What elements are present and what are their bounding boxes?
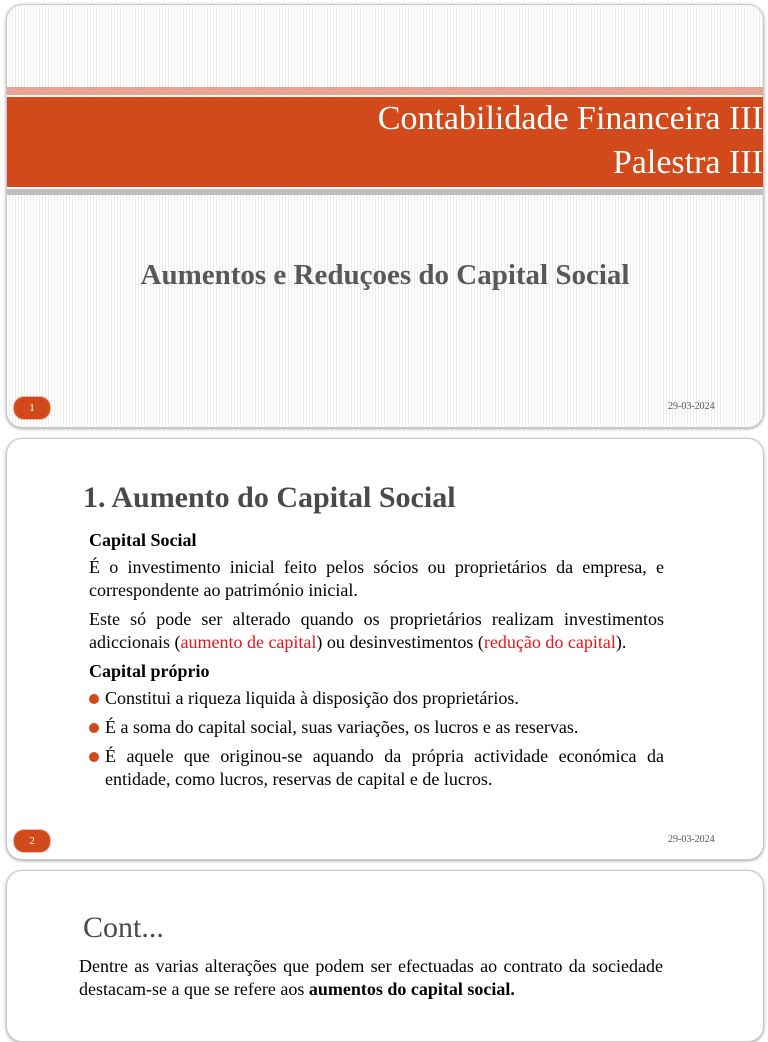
bullet-item	[89, 687, 664, 710]
paragraph-2-end: ).	[615, 632, 627, 652]
bullet-item	[89, 716, 664, 739]
slide-date: 29-03-2024	[668, 401, 715, 412]
slide-body	[89, 529, 664, 797]
paragraph-2-start: Este só pode ser alterado quando os proprietários realizam investimentos adiccionais (	[89, 609, 664, 652]
bullet-text: É a soma do capital social, suas variações, os lucros e as reservas.	[105, 717, 579, 737]
slide-body	[79, 955, 663, 1001]
slide-subtitle: Aumentos e Reduçoes do Capital Social	[140, 259, 630, 291]
body-text-bold: aumentos do capital social.	[308, 979, 515, 999]
title-line-1: Contabilidade Financeira III	[377, 100, 763, 137]
band-bottom-stripe	[7, 189, 763, 195]
bullet-text: É aquele que originou-se aquando da própria actividade económica da entidade, como lucros, reservas de capital e de lucros.	[105, 746, 664, 789]
title-line-2: Palestra III	[612, 144, 763, 181]
title-band	[7, 87, 763, 199]
paragraph-2	[89, 608, 664, 654]
slide-2	[6, 438, 764, 860]
highlight-aumento: aumento de capital	[180, 632, 317, 652]
slide-1	[6, 4, 764, 428]
slide-title	[163, 97, 763, 185]
highlight-reducao: redução do capital	[483, 632, 616, 652]
heading-capital-proprio: Capital próprio	[89, 661, 210, 681]
paragraph-1: É o investimento inicial feito pelos sócios ou proprietários da empresa, e correspondente ao património inicial.	[89, 557, 664, 600]
bullet-dot-icon	[89, 723, 99, 733]
band-top-stripe	[7, 87, 763, 95]
bullet-text: Constitui a riqueza liquida à disposição dos proprietários.	[105, 688, 519, 708]
body-text: Dentre as varias alterações que podem ser efectuadas ao contrato da sociedade destacam-se a que se refere aos	[79, 956, 663, 999]
slide-3	[6, 870, 764, 1042]
bullet-item	[89, 745, 664, 791]
slide-number-badge: 1	[13, 396, 51, 420]
slide-date: 29-03-2024	[668, 834, 715, 845]
slide-title: Cont...	[83, 911, 164, 944]
bullet-dot-icon	[89, 694, 99, 704]
slide-title: 1. Aumento do Capital Social	[83, 481, 456, 514]
paragraph-2-mid: ) ou desinvestimentos (	[316, 632, 484, 652]
slide-number-badge: 2	[13, 829, 51, 853]
bullet-dot-icon	[89, 752, 99, 762]
heading-capital-social: Capital Social	[89, 530, 197, 550]
